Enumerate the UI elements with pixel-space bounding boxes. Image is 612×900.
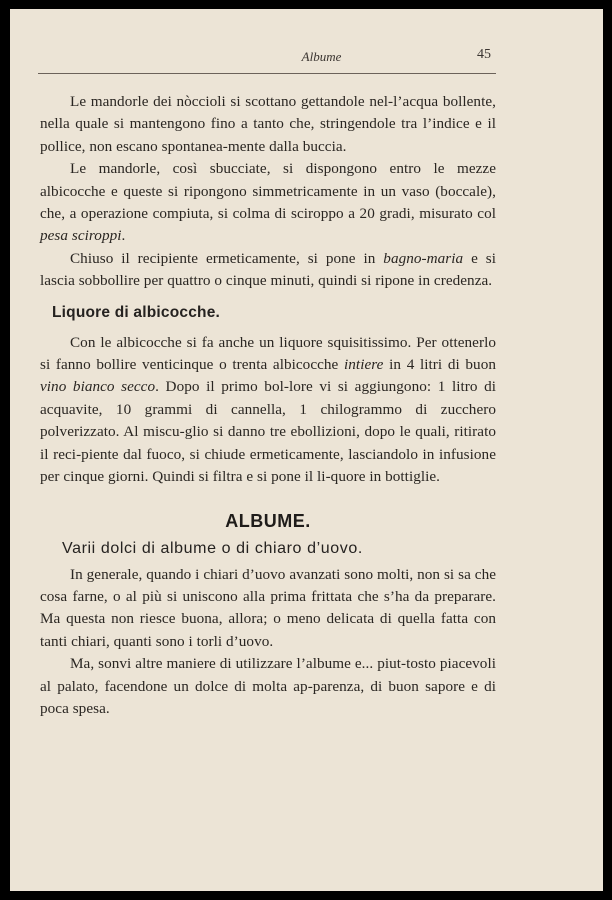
running-title: Albume: [301, 49, 342, 64]
italic-term: pesa sciroppi: [40, 227, 122, 245]
paragraph-albume: Ma, sonvi altre maniere di utilizzare l’albume e... piut-tosto piacevoli al palato, facendone un dolce di molta ap-parenza, di buon sapore e di poca spesa.: [40, 655, 496, 717]
paragraph-text: in 4 litri di buon: [389, 356, 496, 374]
paragraph-punct: .: [121, 227, 126, 245]
paragraph-text: Con le albicocche si fa anche un liquore squisitissimo. Per ottenerlo si fanno bollire venticinque o trenta albicocche: [40, 333, 496, 374]
recipe-heading: Liquore di albicocche.: [52, 303, 221, 321]
paragraph-text: Chiuso il recipiente ermeticamente, si pone in: [70, 249, 376, 267]
recipe-heading: Varii dolci di albume o di chiaro d’uovo.: [62, 539, 363, 557]
paragraph-recipiente: [40, 248, 496, 293]
paragraph-chiari: In generale, quando i chiari d’uovo avanzati sono molti, non si sa che cosa farne, o al più si uniscono alla prima frittata che s’ha da preparare. Ma questa non riesce buona, allora; o meno delicata di quella fatta con tanti chiari, quanti sono i torli d’uovo.: [40, 565, 496, 650]
paragraph-text: e si lascia sobbollire per quattro o cinque minuti, quindi si ripone in credenza.: [40, 249, 496, 290]
page-number: 45: [477, 47, 491, 62]
paragraph-text: . Dopo il primo bol-lore vi si aggiungono: 1 litro di acquavite, 10 grammi di cannella, 1 chilogrammo di zucchero polverizzato. Al miscu-glio si danno tre ebollizioni, dopo le quali, ritirato il reci-piente dal fuoco, si chiude ermeticamente, lasciandolo in infusione per cinque giorni. Quindi si filtra e si pone il li-quore in bottiglie.: [40, 378, 496, 486]
italic-term: bagno-maria: [383, 249, 464, 267]
paragraph-liquore: [40, 332, 496, 489]
chapter-title: ALBUME.: [225, 510, 311, 531]
paragraph-mandorle-sbucciate: [40, 158, 496, 248]
page-body: [40, 91, 496, 720]
italic-term: vino bianco secco: [40, 378, 156, 396]
paragraph-text: Le mandorle, così sbucciate, si dispongono entro le mezze albicocche e queste si ripongono simmetricamente in un vaso (boccale), che, a operazione compiuta, si colma di sciroppo a 20 gradi, misurato col: [40, 160, 496, 223]
header-rule: [38, 73, 496, 74]
paragraph-mandorle-scottatura: Le mandorle dei nòccioli si scottano gettandole nel-l’acqua bollente, nella quale si mantengono fino a tanto che, stringendole tra l’indice e il pollice, non escano spontanea-mente dalla buccia.: [40, 93, 496, 155]
book-page: [10, 9, 603, 891]
italic-term: intiere: [344, 356, 384, 374]
